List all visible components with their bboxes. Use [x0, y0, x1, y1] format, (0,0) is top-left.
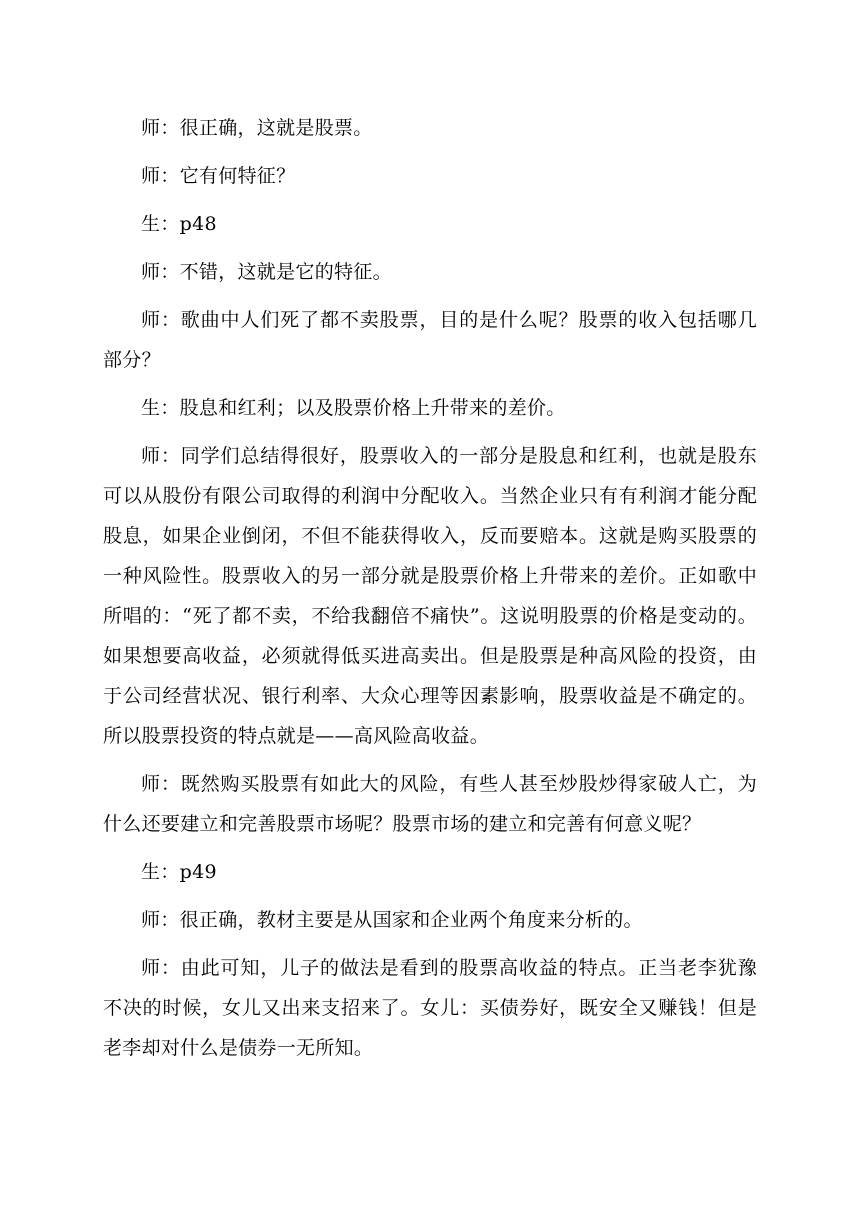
paragraph-10: 师：很正确，教材主要是从国家和企业两个角度来分析的。	[141, 909, 643, 931]
paragraph-8: 师：既然购买股票有如此大的风险，有些人甚至炒股炒得家破人亡，为什么还要建立和完善股票市场呢？股票市场的建立和完善有何意义呢？	[103, 773, 757, 835]
paragraph-3: 生：p48	[141, 213, 217, 235]
paragraph-6: 生：股息和红利；以及股票价格上升带来的差价。	[141, 397, 566, 419]
paragraph-11: 师：由此可知，儿子的做法是看到的股票高收益的特点。正当老李犹豫不决的时候，女儿又出来支招来了。女儿：买债券好，既安全又赚钱！但是老李却对什么是债券一无所知。	[103, 957, 757, 1059]
paragraph-4: 师：不错，这就是它的特征。	[141, 261, 392, 283]
paragraph-1: 师：很正确，这就是股票。	[141, 117, 373, 139]
paragraph-2: 师：它有何特征？	[141, 165, 296, 187]
paragraph-5: 师：歌曲中人们死了都不卖股票，目的是什么呢？股票的收入包括哪几部分？	[103, 309, 757, 371]
document-page	[103, 108, 757, 1076]
paragraph-9: 生：p49	[141, 861, 217, 883]
paragraph-7: 师：同学们总结得很好，股票收入的一部分是股息和红利，也就是股东可以从股份有限公司取得的利润中分配收入。当然企业只有有利润才能分配股息，如果企业倒闭，不但不能获得收入，反而要赔本。这就是购买股票的一种风险性。股票收入的另一部分就是股票价格上升带来的差价。正如歌中所唱的：“死了都不卖，不给我翻倍不痛快”。这说明股票的价格是变动的。如果想要高收益，必须就得低买进高卖出。但是股票是种高风险的投资，由于公司经营状况、银行利率、大众心理等因素影响，股票收益是不确定的。所以股票投资的特点就是——高风险高收益。	[103, 445, 757, 747]
